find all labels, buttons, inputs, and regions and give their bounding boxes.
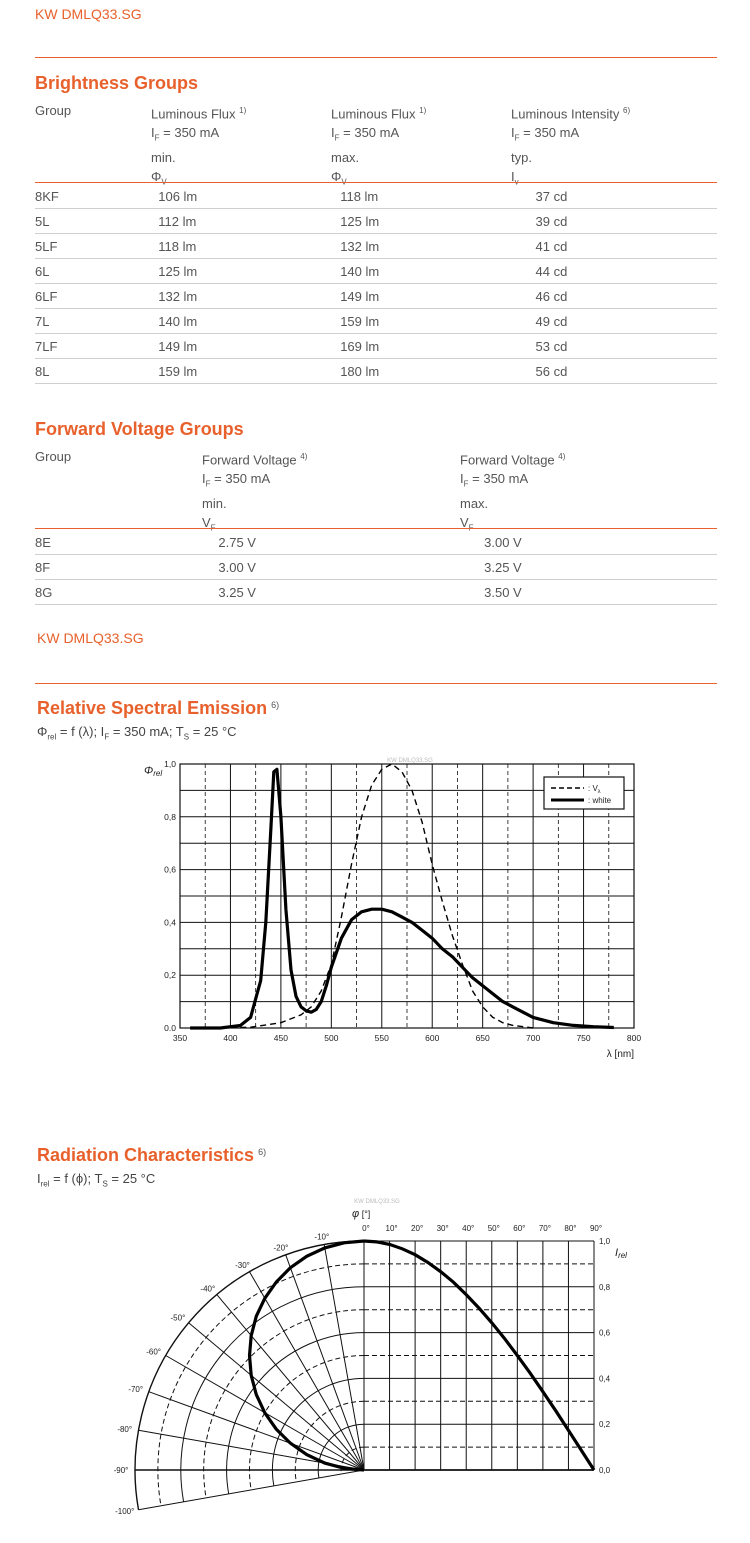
brightness-cell-min: 112 lm bbox=[142, 209, 323, 234]
radiation-condition: $I_{rel} = f$ (ϕ); $T_S = 25$ °C bbox=[37, 1171, 156, 1189]
y-axis-label: Φrel bbox=[144, 765, 163, 778]
x-tick-label: 500 bbox=[324, 1033, 339, 1043]
brightness-cell-max: 180 lm bbox=[323, 359, 511, 384]
brightness-row bbox=[35, 234, 717, 259]
brightness-cell-typ: 39 cd bbox=[512, 209, 718, 234]
spectral-chart bbox=[0, 752, 750, 1072]
voltage-cell-group: 8F bbox=[35, 555, 186, 580]
brightness-row bbox=[35, 334, 717, 359]
neg-angle-label: -100° bbox=[115, 1507, 135, 1517]
voltage-col-max-header: Forward Voltage $^{4)}$ $I_F = 350$ mA max. $V_F$ bbox=[460, 452, 566, 533]
angle-label: 60° bbox=[513, 1224, 526, 1233]
angle-label: 10° bbox=[385, 1224, 398, 1233]
brightness-cell-max: 125 lm bbox=[323, 209, 511, 234]
x-tick-label: 800 bbox=[626, 1033, 642, 1043]
voltage-cell-min: 3.00 V bbox=[186, 555, 452, 580]
neg-angle-label: -50° bbox=[170, 1313, 186, 1323]
y-tick-label: 0.0 bbox=[164, 1023, 176, 1033]
x-tick-label: 750 bbox=[576, 1033, 591, 1043]
voltage-cell-min: 3.25 V bbox=[186, 580, 452, 605]
y-tick-label: 0,0 bbox=[599, 1466, 611, 1475]
x-tick-label: 550 bbox=[374, 1033, 389, 1043]
brightness-cell-group: 7LF bbox=[35, 334, 142, 359]
x-tick-label: 450 bbox=[273, 1033, 288, 1043]
voltage-cell-min: 2.75 V bbox=[186, 530, 452, 555]
angle-label: 40° bbox=[462, 1224, 475, 1233]
brightness-cell-group: 6L bbox=[35, 259, 142, 284]
y-tick-label: 1,0 bbox=[164, 759, 176, 769]
brightness-cell-group: 6LF bbox=[35, 284, 142, 309]
header-rule bbox=[35, 57, 717, 58]
y-axis-label-sub: rel bbox=[618, 1251, 627, 1260]
brightness-cell-typ: 56 cd bbox=[512, 359, 718, 384]
brightness-cell-min: 132 lm bbox=[142, 284, 323, 309]
brightness-table bbox=[35, 184, 717, 384]
legend bbox=[544, 777, 624, 809]
x-tick-label: 400 bbox=[223, 1033, 238, 1043]
angle-label: 80° bbox=[564, 1224, 577, 1233]
brightness-cell-max: 169 lm bbox=[323, 334, 511, 359]
voltage-cell-max: 3.00 V bbox=[452, 530, 717, 555]
brightness-cell-min: 106 lm bbox=[142, 184, 323, 209]
x-tick-label: 600 bbox=[425, 1033, 440, 1043]
brightness-cell-group: 7L bbox=[35, 309, 142, 334]
neg-angle-label: -20° bbox=[273, 1243, 289, 1253]
brightness-cell-typ: 44 cd bbox=[512, 259, 718, 284]
y-tick-label: 0,2 bbox=[164, 970, 176, 981]
y-tick-label: 0,8 bbox=[164, 811, 176, 822]
watermark: KW DMLQ33.SG bbox=[354, 1199, 400, 1205]
angle-label: 20° bbox=[411, 1224, 424, 1233]
brightness-header-rule bbox=[35, 182, 717, 183]
x-axis-label-unit: [°] bbox=[359, 1209, 371, 1219]
brightness-cell-min: 140 lm bbox=[142, 309, 323, 334]
neg-angle-label: -70° bbox=[128, 1384, 144, 1394]
brightness-cell-min: 159 lm bbox=[142, 359, 323, 384]
part-number-2: KW DMLQ33.SG bbox=[37, 630, 144, 646]
x-tick-label: 650 bbox=[475, 1033, 490, 1043]
polar-curve bbox=[250, 1241, 365, 1470]
x-tick-label: 700 bbox=[526, 1033, 541, 1043]
polar-spoke bbox=[139, 1470, 365, 1510]
brightness-row bbox=[35, 209, 717, 234]
radiation-title: Radiation Characteristics $^{6)}$ bbox=[37, 1145, 267, 1165]
brightness-cell-typ: 53 cd bbox=[512, 334, 718, 359]
spectral-condition: $\Phi_{rel} = f$ (λ); $I_F = 350$ mA; $T_S = 25$ °C bbox=[37, 724, 237, 742]
brightness-cell-group: 5LF bbox=[35, 234, 142, 259]
brightness-col-min-header: Luminous Flux $^{1)}$ $I_F = 350$ mA min. $\Phi_V$ bbox=[151, 106, 247, 187]
x-axis-label: φ [°] bbox=[352, 1208, 371, 1220]
y-tick-label: 0,2 bbox=[599, 1420, 611, 1430]
voltage-row bbox=[35, 530, 717, 555]
neg-angle-label: -90° bbox=[113, 1466, 129, 1475]
y-axis-label-sub: rel bbox=[153, 769, 163, 778]
legend-box bbox=[544, 777, 624, 809]
angle-label: 0° bbox=[362, 1224, 370, 1233]
legend-label-1: : white bbox=[588, 796, 612, 805]
watermark: KW DMLQ33.SG bbox=[387, 758, 433, 764]
brightness-title: Brightness Groups bbox=[35, 73, 199, 93]
y-tick-label: 0,4 bbox=[599, 1374, 611, 1384]
radiation-chart bbox=[0, 1195, 750, 1540]
brightness-cell-max: 159 lm bbox=[323, 309, 511, 334]
brightness-cell-typ: 46 cd bbox=[512, 284, 718, 309]
header-rule-2 bbox=[35, 683, 717, 684]
angle-label: 30° bbox=[436, 1224, 449, 1233]
legend-label-0: : $V_\lambda$ bbox=[588, 784, 601, 795]
brightness-cell-min: 125 lm bbox=[142, 259, 323, 284]
part-number: KW DMLQ33.SG bbox=[35, 6, 142, 22]
brightness-col-typ-header: Luminous Intensity $^{6)}$ $I_F = 350$ mA typ. $I_v$ bbox=[511, 106, 631, 187]
legend-label-0-sub: λ bbox=[597, 789, 601, 795]
neg-angle-label: -10° bbox=[314, 1232, 330, 1242]
brightness-cell-typ: 49 cd bbox=[512, 309, 718, 334]
neg-angle-label: -60° bbox=[146, 1347, 161, 1357]
voltage-col-group: Group bbox=[35, 449, 72, 464]
y-tick-label: 0,6 bbox=[164, 864, 176, 875]
y-tick-label: 0,4 bbox=[164, 917, 176, 928]
neg-angle-label: -40° bbox=[200, 1284, 216, 1294]
spectral-title: Relative Spectral Emission $^{6)}$ bbox=[37, 698, 280, 718]
y-tick-label: 0,8 bbox=[599, 1282, 611, 1292]
y-tick-label: 0,6 bbox=[599, 1328, 611, 1338]
voltage-cell-group: 8G bbox=[35, 580, 186, 605]
brightness-row bbox=[35, 309, 717, 334]
neg-angle-label: -80° bbox=[117, 1424, 133, 1434]
brightness-cell-typ: 41 cd bbox=[512, 234, 718, 259]
brightness-row bbox=[35, 284, 717, 309]
voltage-row bbox=[35, 555, 717, 580]
brightness-cell-typ: 37 cd bbox=[512, 184, 718, 209]
brightness-cell-max: 140 lm bbox=[323, 259, 511, 284]
voltage-table bbox=[35, 530, 717, 605]
brightness-cell-min: 149 lm bbox=[142, 334, 323, 359]
brightness-cell-group: 5L bbox=[35, 209, 142, 234]
y-axis-label: Irel bbox=[615, 1247, 627, 1260]
x-tick-label: 350 bbox=[172, 1033, 188, 1043]
brightness-cell-group: 8L bbox=[35, 359, 142, 384]
angle-label: 50° bbox=[487, 1224, 500, 1233]
brightness-cell-min: 118 lm bbox=[142, 234, 323, 259]
voltage-cell-max: 3.25 V bbox=[452, 555, 717, 580]
y-tick-label: 1,0 bbox=[599, 1237, 611, 1246]
voltage-col-min-header: Forward Voltage $^{4)}$ $I_F = 350$ mA min. $V_F$ bbox=[202, 452, 308, 533]
voltage-row bbox=[35, 580, 717, 605]
brightness-row bbox=[35, 184, 717, 209]
brightness-cell-max: 149 lm bbox=[323, 284, 511, 309]
brightness-col-group: Group bbox=[35, 103, 72, 118]
x-axis-label: λ [nm] bbox=[606, 1049, 634, 1060]
brightness-row bbox=[35, 359, 717, 384]
voltage-cell-group: 8E bbox=[35, 530, 186, 555]
angle-label: 90° bbox=[589, 1224, 603, 1233]
brightness-col-max-header: Luminous Flux $^{1)}$ $I_F = 350$ mA max. $\Phi_V$ bbox=[331, 106, 427, 187]
brightness-cell-max: 132 lm bbox=[323, 234, 511, 259]
angle-label: 70° bbox=[538, 1224, 551, 1233]
voltage-cell-max: 3.50 V bbox=[452, 580, 717, 605]
brightness-row bbox=[35, 259, 717, 284]
voltage-header-rule bbox=[35, 528, 717, 529]
brightness-cell-group: 8KF bbox=[35, 184, 142, 209]
neg-angle-label: -30° bbox=[235, 1260, 250, 1270]
brightness-cell-max: 118 lm bbox=[323, 184, 511, 209]
voltage-title: Forward Voltage Groups bbox=[35, 419, 244, 439]
